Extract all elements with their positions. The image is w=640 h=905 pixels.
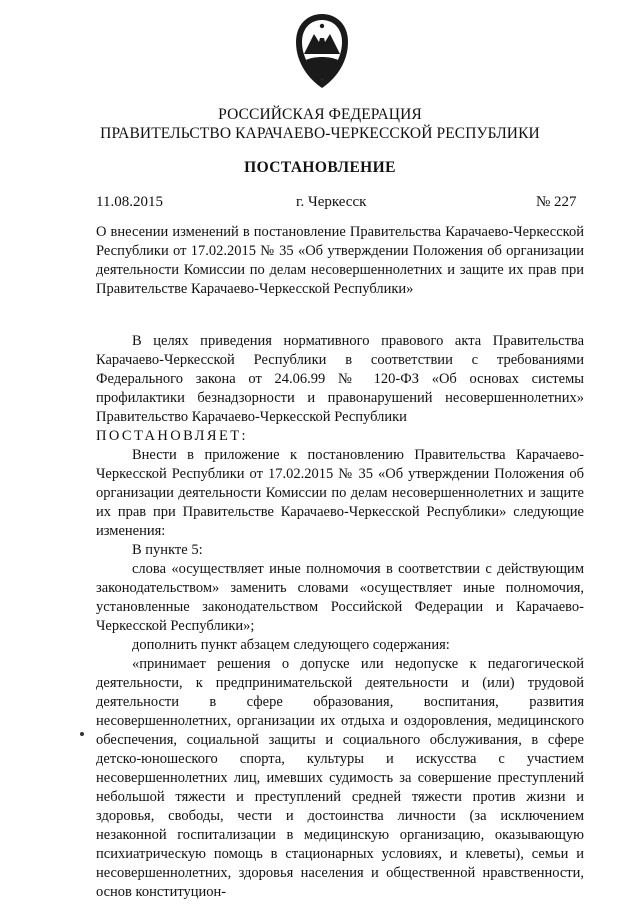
decrees-heading: ПОСТАНОВЛЯЕТ: — [96, 428, 248, 444]
margin-dot — [80, 732, 84, 736]
body-paragraph-4: дополнить пункт абзацем следующего содержания: — [132, 637, 450, 653]
country-title: РОССИЙСКАЯ ФЕДЕРАЦИЯ — [218, 106, 422, 123]
document-type: ПОСТАНОВЛЕНИЕ — [244, 159, 396, 176]
body-paragraph-5: «принимает решения о допуске или недопуске к педагогической деятельности, к предпринимательской деятельности и (или) трудовой деятельности в сфере образования, воспитания, развития несовершеннолетних, организации их отдыха и оздоровления, медицинского обеспечения, социальной защиты и социального обслуживания, в сфере детско-юношеского спорта, культуры и искусства с участием несовершеннолетних лиц, имевших судимость за совершение преступлений небольшой тяжести и преступлений средней тяжести против жизни и здоровья, свободы, чести и достоинства личности (за исключением незаконной госпитализации в медицинскую организацию, оказывающую психиатрическую помощь в стационарных условиях, и клеветы), семьи и несовершеннолетних, здоровья населения и общественной нравственности, основ конституцион- — [96, 656, 584, 900]
document-body — [96, 332, 584, 902]
document-city: г. Черкесск — [296, 194, 367, 210]
coat-of-arms-icon — [290, 12, 354, 90]
intro-paragraph: В целях приведения нормативного правового акта Правительства Карачаево-Черкесской Республики в соответствии с требованиями Федерального закона от 24.06.99 № 120-ФЗ «Об основах системы профилактики безнадзорности и правонарушений несовершеннолетних» Правительство Карачаево-Черкесской Республики — [96, 333, 584, 425]
body-paragraph-3: слова «осуществляет иные полномочия в соответствии с действующим законодательством» заменить словами «осуществляет иные полномочия, установленные законодательством Российской Федерации и Карачаево-Черкесской Республики»; — [96, 561, 584, 634]
body-paragraph-1: Внести в приложение к постановлению Правительства Карачаево-Черкесской Республики от 17.02.2015 № 35 «Об утверждении Положения об организации деятельности Комиссии по делам несовершеннолетних и защите их прав при Правительстве Карачаево-Черкесской Республики» следующие изменения: — [96, 447, 584, 539]
body-paragraph-2: В пункте 5: — [132, 542, 203, 558]
document-subject: О внесении изменений в постановление Правительства Карачаево-Черкесской Республики от 17.02.2015 № 35 «Об утверждении Положения об организации деятельности Комиссии по делам несовершеннолетних и защите их прав при Правительстве Карачаево-Черкесской Республики» — [96, 224, 584, 297]
document-number: № 227 — [536, 194, 577, 210]
document-date: 11.08.2015 — [96, 194, 163, 210]
government-title: ПРАВИТЕЛЬСТВО КАРАЧАЕВО-ЧЕРКЕССКОЙ РЕСПУБЛИКИ — [100, 125, 540, 142]
